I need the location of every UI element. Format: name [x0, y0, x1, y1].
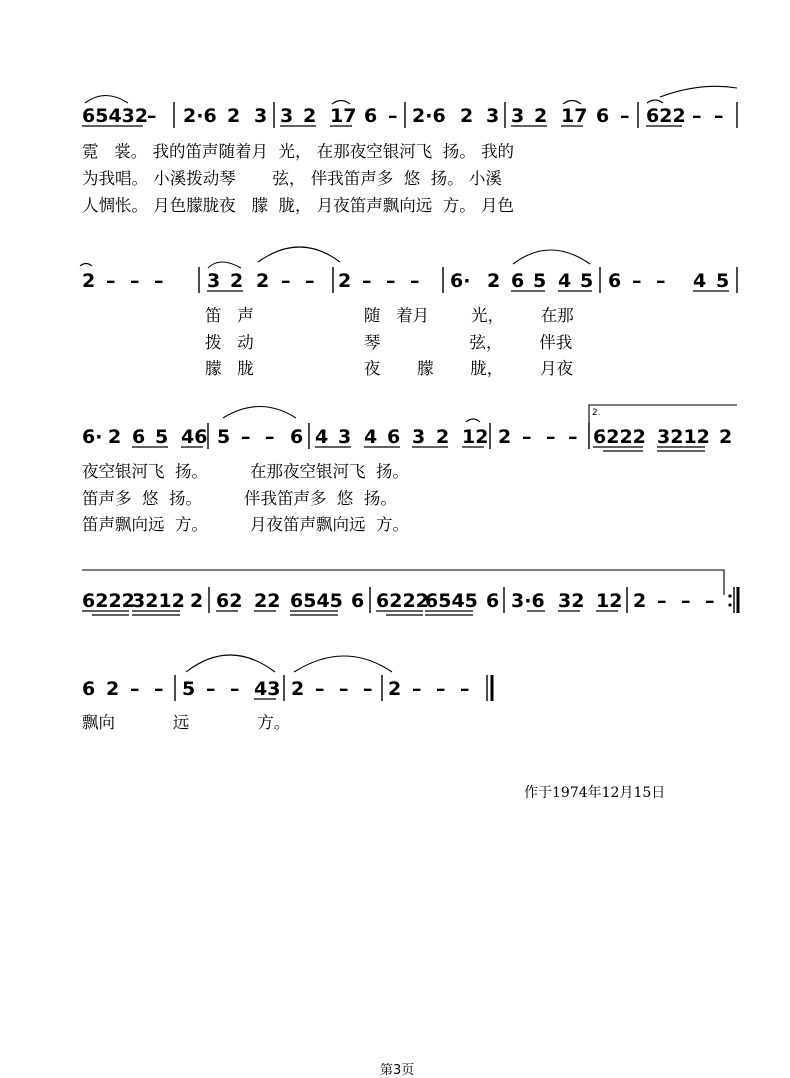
system-1-notes: 65432 – 2·6 2 3 3 2 17 6 – 2·6 2 3 3 2 17 6 – 622 – – — [82, 105, 724, 127]
system-4-notes: 62223212 2 62 22 6545 6 62226545 6 3·6 32 12 2 – – – — [82, 590, 715, 612]
system-2 — [80, 247, 737, 293]
system-1 — [82, 86, 737, 128]
system-1-lyric-3: 人惆怅。 月色朦胧夜 朦 胧， 月夜笛声飘向远 方。 月色 — [82, 196, 514, 215]
system-2-lyric-2: 拨 动 琴 弦， 伴我 — [205, 333, 573, 352]
system-2-notes: 2 – – – 3 2 2 – – 2 – – – 6· 2 6 5 4 5 6 – – 4 5 — [82, 270, 730, 292]
system-2-lyric-3: 朦 胧 夜 朦 胧， 月夜 — [205, 359, 574, 378]
system-5 — [82, 655, 492, 701]
system-2-lyric-1: 笛 声 随 着月 光， 在那 — [205, 306, 574, 325]
system-1-lyric-2: 为我唱。 小溪拨动琴 弦， 伴我笛声多 悠 扬。 小溪 — [82, 169, 502, 188]
system-4 — [82, 570, 738, 615]
system-3 — [82, 405, 737, 451]
system-3-lyric-2: 笛声多 悠 扬。 伴我笛声多 悠 扬。 — [82, 489, 397, 508]
system-3-notes: 6· 2 6 5 46 5 – – 6 4 3 4 6 3 2 12 2 – – – 6222 3212 2 — [82, 426, 733, 448]
system-5-notes: 6 2 – – 5 – – 43 2 – – – 2 – – – — [82, 678, 470, 700]
composition-date: 作于1974年12月15日 — [524, 785, 666, 801]
system-3-lyric-1: 夜空银河飞 扬。 在那夜空银河飞 扬。 — [82, 462, 409, 481]
volta-mark: 2. — [592, 408, 601, 418]
system-1-lyric-1: 霓 裳。 我的笛声随着月 光， 在那夜空银河飞 扬。 我的 — [82, 142, 514, 161]
system-3-lyric-3: 笛声飘向远 方。 月夜笛声飘向远 方。 — [82, 515, 409, 534]
system-5-lyric-1: 飘向 远 方。 — [82, 713, 291, 732]
page-number: 第3页 — [380, 1063, 415, 1078]
